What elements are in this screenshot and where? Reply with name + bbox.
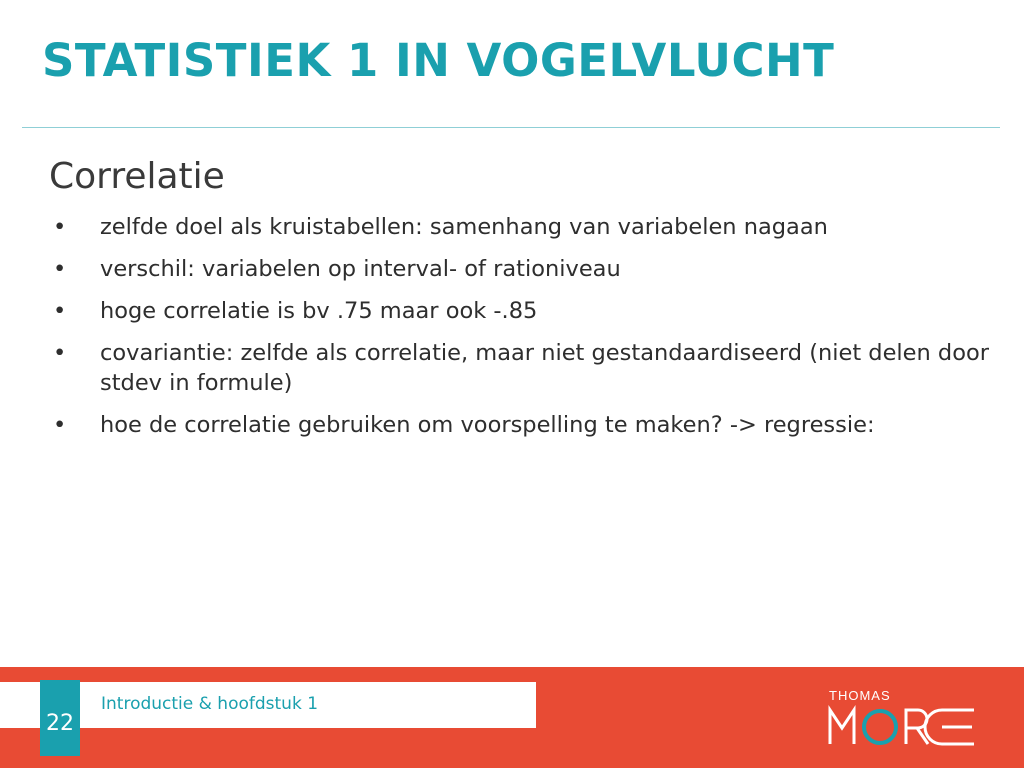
list-item — [49, 254, 989, 284]
title-divider — [22, 127, 1000, 128]
list-item — [49, 410, 989, 440]
slide-title: STATISTIEK 1 IN VOGELVLUCHT — [42, 34, 835, 87]
bullet-text: hoge correlatie is bv .75 maar ook -.85 — [100, 298, 538, 324]
bullet-icon: • — [53, 256, 67, 282]
bullet-text: hoe de correlatie gebruiken om voorspelling te maken? -> regressie: — [100, 412, 875, 438]
page-number: 22 — [46, 711, 74, 736]
bullet-icon: • — [53, 298, 67, 324]
thomas-more-logo — [826, 684, 978, 748]
bullet-icon: • — [53, 412, 67, 438]
section-heading: Correlatie — [49, 156, 225, 197]
bullet-text: zelfde doel als kruistabellen: samenhang van variabelen nagaan — [100, 214, 828, 240]
bullet-list — [49, 212, 989, 452]
bullet-icon: • — [53, 340, 67, 366]
list-item — [49, 212, 989, 242]
footer-text: Introductie & hoofdstuk 1 — [101, 694, 319, 714]
bullet-text: verschil: variabelen op interval- of rationiveau — [100, 256, 621, 282]
logo-text-top: THOMAS — [829, 688, 891, 703]
list-item — [49, 296, 989, 326]
bullet-text: covariantie: zelfde als correlatie, maar niet gestandaardiseerd (niet delen door stdev in formule) — [100, 340, 989, 396]
bullet-icon: • — [53, 214, 67, 240]
list-item — [49, 338, 989, 398]
